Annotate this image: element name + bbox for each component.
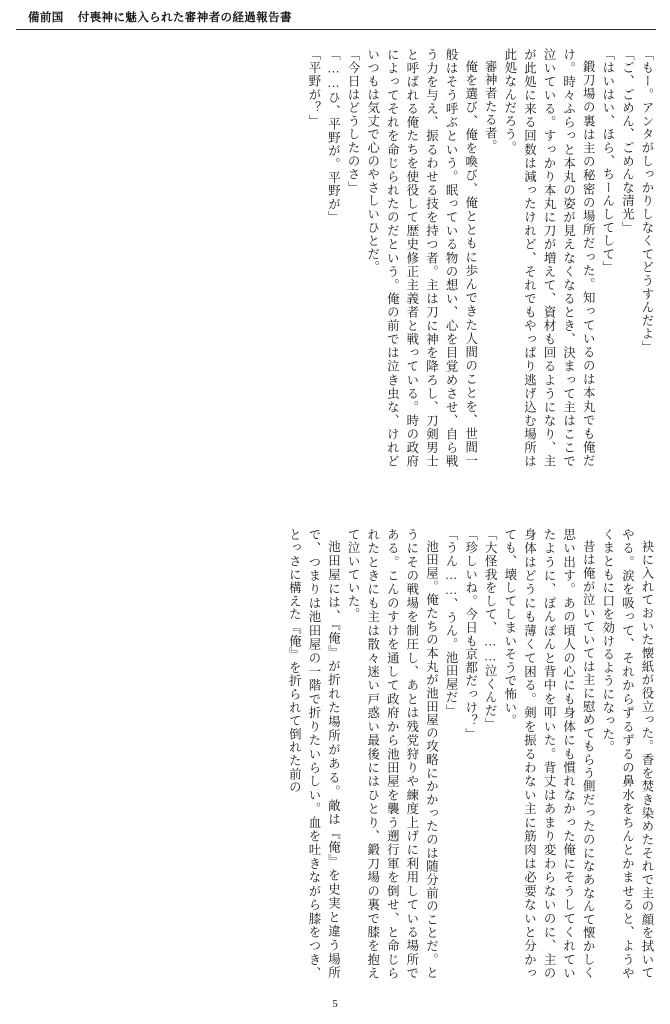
paragraph: 「はいはい、ほら、ちーんしてして」 [600,48,615,275]
text-block-lower [287,528,656,980]
paragraph: 昔は俺が泣いていては主に慰めてもらう側だったのになあなんて懐かしく思い出す。あの頃人の心にも身体にも慣れなかった俺にそうしてくれていたように、ぽんぽんと背中を叩いた。背丈はあまり変わらないのに、主の身体はどうにも薄くて困る。剣を振るわない主に筋肉は必要ないと分かっても、壊してしまいそうで怖い。 [502,528,596,980]
paragraph: 審神者たる者。 [483,60,498,154]
paragraph: 「もー。アンタがしっかりしなくてどうすんだよ」 [640,48,654,354]
header-rule [16,29,656,30]
header-title: 付喪神に魅入られた審神者の経過報告書 [77,12,292,24]
paragraph: 池田屋。俺たちの本丸が池田屋の攻略にかかったのは随分前のことだ。とうにその戦場を制圧し、あとは残党狩りや練度上げに利用している場所である。こんのすけを通して政府から池田屋を襲う遡行軍を倒せ、と命じられたときにも主は散々迷い戸惑い最後にはひとり、鍛刀場の裏で膝を抱えて泣いていた。 [346,528,439,980]
paragraph: 「ご、ごめん、ごめんな清光」 [620,48,635,235]
header-series: 備前国 [28,12,64,24]
paragraph: 「大怪我をして、……泣くんだ」 [483,528,498,731]
paragraph: 「今日はどうしたのさ」 [346,48,361,195]
paragraph: 鍛刀場の裏は主の秘密の場所だった。知っているのは本丸でも俺だけ。時々ふらっと本丸の姿が見えなくなるとき、決まって主はここで泣いている。すっかり本丸に刀が増えて、資材も回るようになり、主が此処に来る回数は減ったけれど、それでもやっぱり逃げ込む場所は此処なんだろう。 [502,48,596,468]
page-number: 5 [332,998,338,1010]
paragraph: 「……ひ、平野が。平野が」 [326,48,341,225]
text-block-upper [306,48,656,468]
paragraph: 俺を選び、俺を喚び、俺とともに歩んできた人間のことを、世間一般はそう呼ぶという。眠っている物の想い、心を目覚めさせ、自ら戦う力を与え、振るわせる技を持つ者。主は刀に神を降ろし、刀剣男士と呼ばれる俺たちを使役して歴史修正主義者と戦っている。時の政府によってそれを命じられたのだという。俺の前では泣き虫な、けれどいつもは気丈で心のやさしいひとだ。 [365,48,478,468]
paragraph: 池田屋には、『俺』が折れた場所がある。敵は『俺』を史実と違う場所で、つまりは池田屋の一階で折りたいらしい。血を吐きながら膝をつき、とっさに構えた『俺』を折られて倒れた前の [287,528,341,980]
page-header [14,10,656,26]
paragraph: 「平野が？」 [306,48,321,128]
body-area [14,34,656,984]
paragraph: 「珍しいね。今日も京都だっけ？」 [463,528,478,741]
paragraph: 「うん……、うん。池田屋だ」 [444,528,459,718]
paragraph: 袂に入れておいた懐紙が役立った。香を焚き染めたそれで主の顔を拭いてやる。涙を吸って、それからずるずるの鼻水をちんとかませると、ようやくまともに口を効けるようになった。 [600,528,654,980]
